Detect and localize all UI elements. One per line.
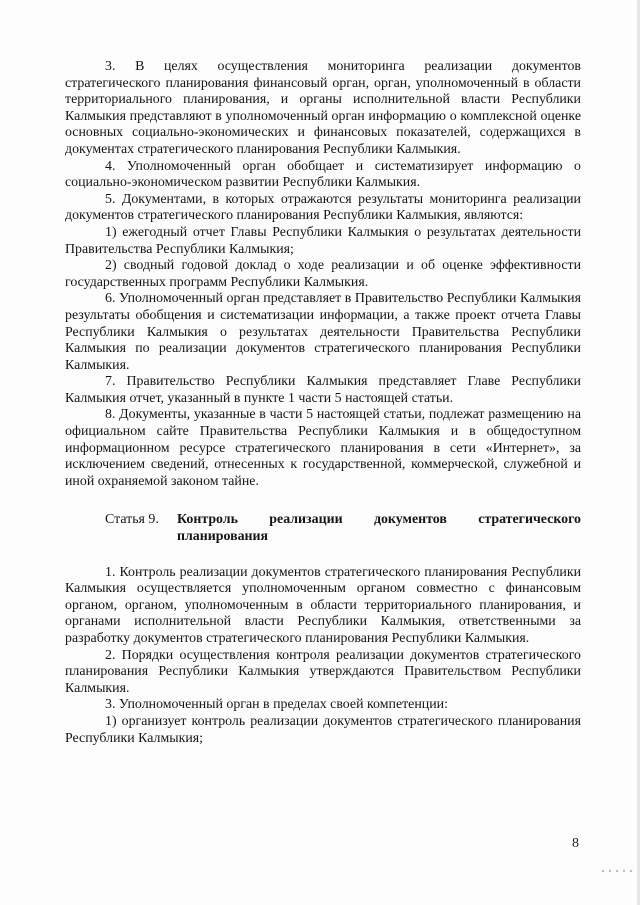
paragraph: 3. В целях осуществления мониторинга реализации документов стратегического планирования финансовый орган, орган, уполномоченный в области территориального планирования, и органы исполнительной власти Республики Калмыкия представляют в уполномоченный орган информацию о комплексной оценке основных социально-экономических и финансовых показателей, содержащихся в документах стратегического планирования Республики Калмыкия. [65,59,581,157]
article-heading [65,512,581,545]
article-title: Контроль реализации документов стратегического планирования [177,512,581,545]
paragraph: 1. Контроль реализации документов стратегического планирования Республики Калмыкия осуществляется уполномоченным органом совместно с финансовым органом, органом, уполномоченным в области территориального планирования, и органами исполнительной власти Республики Калмыкия, ответственными за разработку документов стратегического планирования Республики Калмыкия. [65,564,581,646]
document-body [65,59,581,747]
paragraph: 8. Документы, указанные в части 5 настоящей статьи, подлежат размещению на официальном сайте Правительства Республики Калмыкия и в общедоступном информационном ресурсе стратегического планирования в сети «Интернет», за исключением сведений, отнесенных к государственной, коммерческой, служебной и иной охраняемой законом тайне. [65,407,581,489]
list-item: 1) организует контроль реализации документов стратегического планирования Республики Калмыкия; [65,713,581,746]
paragraph: 2. Порядки осуществления контроля реализации документов стратегического планирования Республики Калмыкия утверждаются Правительством Республики Калмыкия. [65,647,581,696]
paragraph: 4. Уполномоченный орган обобщает и систематизирует информацию о социально-экономическом развитии Республики Калмыкия. [65,158,581,191]
paragraph: 3. Уполномоченный орган в пределах своей компетенции: [105,697,448,713]
page-number: 8 [572,836,579,851]
paragraph: 5. Документами, в которых отражаются результаты мониторинга реализации документов стратегического планирования Республики Калмыкия, являются: [65,191,581,224]
paragraph: 6. Уполномоченный орган представляет в Правительство Республики Калмыкия результаты обобщения и систематизации информации, а также проект отчета Главы Республики Калмыкия о результатах деятельности Правительства Республики Калмыкия по реализации документов стратегического планирования Республики Калмыкия. [65,291,581,373]
article-number: Статья 9. [105,512,159,528]
list-item: 2) сводный годовой доклад о ходе реализации и об оценке эффективности государственных программ Республики Калмыкия. [65,258,581,290]
list-item: 1) ежегодный отчет Главы Республики Калмыкия о результатах деятельности Правительства Республики Калмыкия; [65,224,581,257]
paragraph: 7. Правительство Республики Калмыкия представляет Главе Республики Калмыкия отчет, указанный в пункте 1 части 5 настоящей статьи. [65,374,581,406]
scan-artifact-dots [600,867,634,875]
